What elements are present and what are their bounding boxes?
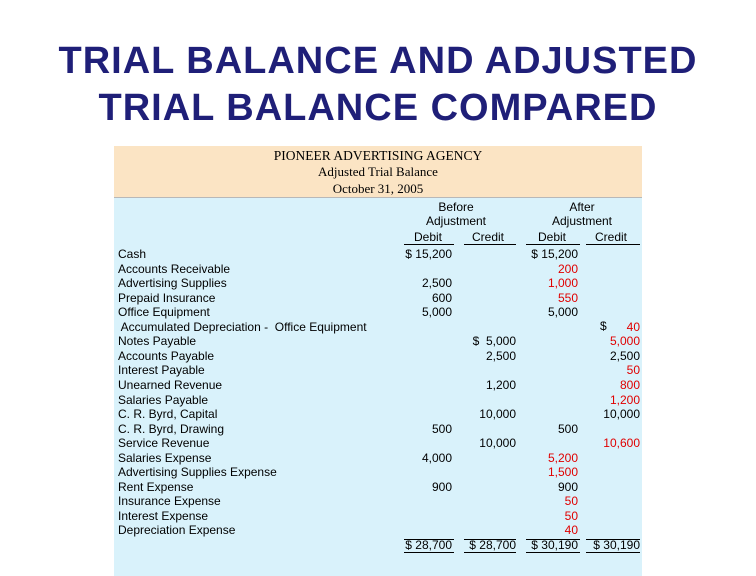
before-debit-value: 900 <box>431 479 452 494</box>
after-debit-heading: Debit <box>537 230 566 244</box>
after-debit-total: $ 30,190 <box>531 538 578 552</box>
before-debit-value: 5,000 <box>421 305 452 320</box>
account-label: Rent Expense <box>118 479 194 494</box>
account-label: Interest Expense <box>118 508 209 523</box>
before-debit-value: 2,500 <box>421 276 452 291</box>
after-debit-value: 5,200 <box>547 450 578 465</box>
account-label: Cash <box>118 247 147 261</box>
after-credit-value: 10,600 <box>603 436 640 451</box>
after-debit-value: 50 <box>564 508 578 523</box>
before-debit-heading-underline <box>404 244 454 245</box>
account-label: Interest Payable <box>118 363 205 378</box>
after-credit-value: 2,500 <box>609 348 640 363</box>
adjusted-trial-balance-sheet <box>114 146 642 576</box>
after-debit-value: 50 <box>564 494 578 509</box>
after-credit-value: 5,000 <box>609 334 640 349</box>
before-credit-value: $ 5,000 <box>472 334 516 349</box>
after-credit-value: 1,200 <box>609 392 640 407</box>
after-debit-heading-underline <box>526 244 580 245</box>
after-credit-value: 10,000 <box>603 407 640 422</box>
after-debit-double-rule <box>526 552 580 553</box>
after-debit-value: 5,000 <box>547 305 578 320</box>
after-debit-value: 550 <box>557 290 578 305</box>
before-heading-line-1: Before <box>438 200 474 214</box>
before-credit-value: 2,500 <box>485 348 516 363</box>
account-label: C. R. Byrd, Capital <box>118 407 218 422</box>
after-credit-total: $ 30,190 <box>593 538 640 552</box>
account-label: Accounts Payable <box>118 348 215 363</box>
after-credit-value: 50 <box>626 363 640 378</box>
account-label: Advertising Supplies <box>118 276 227 291</box>
before-debit-double-rule <box>404 552 454 553</box>
account-label: Salaries Payable <box>118 392 209 407</box>
before-adjustment-heading <box>400 200 512 228</box>
before-credit-value: 10,000 <box>479 436 516 451</box>
after-debit-value: 40 <box>564 523 578 538</box>
report-date: October 31, 2005 <box>332 181 424 196</box>
after-credit-heading-underline <box>586 244 640 245</box>
account-label: Insurance Expense <box>118 494 221 509</box>
account-label: Office Equipment <box>118 305 210 320</box>
company-name: PIONEER ADVERTISING AGENCY <box>273 148 483 163</box>
before-debit-total: $ 28,700 <box>405 538 452 552</box>
after-credit-value: 40 <box>626 319 640 334</box>
account-label: Service Revenue <box>118 436 210 451</box>
account-label: Unearned Revenue <box>118 377 223 392</box>
account-label: C. R. Byrd, Drawing <box>118 421 225 436</box>
account-label: Accumulated Depreciation - Office Equipment <box>118 319 367 334</box>
slide-title-line-2: TRIAL BALANCE COMPARED <box>98 87 658 129</box>
after-debit-value: 200 <box>557 261 578 276</box>
after-adjustment-heading <box>526 200 638 228</box>
after-credit-value: 800 <box>619 377 640 392</box>
after-debit-value: $ 15,200 <box>531 247 578 261</box>
account-label: Prepaid Insurance <box>118 290 216 305</box>
before-debit-heading: Debit <box>413 230 442 244</box>
before-debit-value: 600 <box>431 290 452 305</box>
before-credit-value: 10,000 <box>479 407 516 422</box>
before-debit-value: 500 <box>431 421 452 436</box>
report-name: Adjusted Trial Balance <box>318 164 438 179</box>
after-heading-line-2: Adjustment <box>551 214 613 228</box>
account-label: Salaries Expense <box>118 450 212 465</box>
before-credit-value: 1,200 <box>485 377 516 392</box>
before-credit-total: $ 28,700 <box>469 538 516 552</box>
after-debit-value: 1,000 <box>547 276 578 291</box>
before-credit-double-rule <box>464 552 516 553</box>
slide-title-line-1: TRIAL BALANCE AND ADJUSTED <box>58 40 698 82</box>
after-credit-heading: Credit <box>594 230 627 244</box>
account-label: Depreciation Expense <box>118 523 236 538</box>
sheet-header <box>114 146 642 198</box>
before-credit-heading: Credit <box>471 230 504 244</box>
slide-title <box>0 38 756 132</box>
after-debit-value: 500 <box>557 421 578 436</box>
before-debit-value: 4,000 <box>421 450 452 465</box>
before-debit-value: $ 15,200 <box>405 247 452 261</box>
account-label: Accounts Receivable <box>118 261 231 276</box>
after-heading-line-1: After <box>569 200 595 214</box>
after-debit-value: 1,500 <box>547 465 578 480</box>
account-label: Advertising Supplies Expense <box>118 465 277 480</box>
before-credit-heading-underline <box>464 244 516 245</box>
after-credit-dollar-sign: $ <box>600 319 607 333</box>
after-debit-value: 900 <box>557 479 578 494</box>
account-label: Notes Payable <box>118 334 197 349</box>
after-credit-double-rule <box>586 552 640 553</box>
before-heading-line-2: Adjustment <box>425 214 487 228</box>
